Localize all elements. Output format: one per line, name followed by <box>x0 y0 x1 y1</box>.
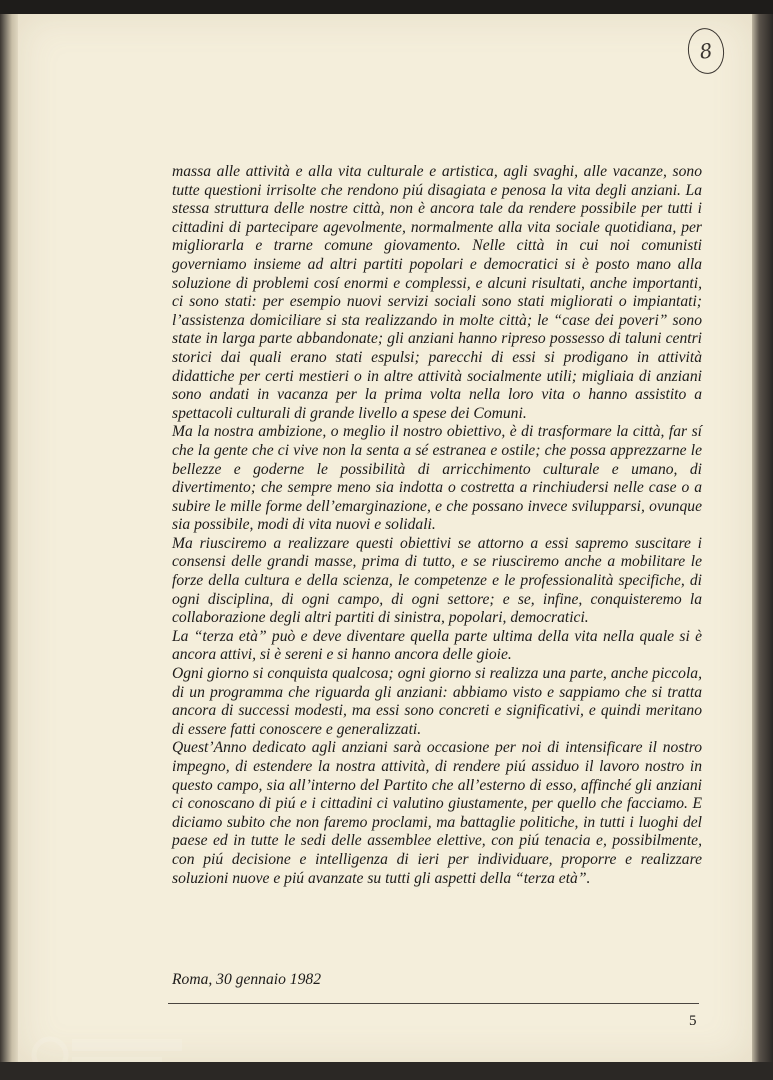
scanner-right-edge <box>750 14 773 1080</box>
paragraph: Quest’Anno dedicato agli anziani sarà occasione per noi di intensificare il nostro impegno, di estendere la nostra attività, di rendere piú assiduo il lavoro nostro in questo campo, sia all’interno del Partito che all’esterno di esso, affinché gli anziani ci conoscano di piú e i cittadini ci valutino giustamente, per quello che facciamo. E diciamo subito che non faremo proclami, ma battaglie politiche, in tutti i luoghi del paese ed in tutte le sedi delle assemblee elettive, con piú tenacia e, possibilmente, con piú decisione e intelligenza di ieri per individuare, proporre e realizzare soluzioni nuove e piú avanzate su tutti gli aspetti della “terza età”. <box>172 739 702 887</box>
scanner-left-edge <box>0 14 20 1080</box>
body-text <box>172 163 702 888</box>
paragraph: La “terza età” può e deve diventare quella parte ultima della vita nella quale si è ancora attivi, si è sereni e si hanno ancora delle gioie. <box>172 627 702 664</box>
scanner-top-edge <box>0 0 773 14</box>
footer-rule <box>168 1003 699 1004</box>
paragraph: massa alle attività e alla vita culturale e artistica, agli svaghi, alle vacanze, sono tutte questioni irrisolte che rendono piú disagiata e penosa la vita degli anziani. La stessa struttura delle nostre città, non è ancora tale da rendere possibile per tutti i cittadini di partecipare agevolmente, normalmente alla vita sociale quotidiana, per migliorarla e trarne comune giovamento. Nelle città in cui noi comunisti governiamo insieme ad altri partiti popolari e democratici si è posto mano alla soluzione di problemi cosí enormi e complessi, e alcuni risultati, anche importanti, ci sono stati: per esempio nuovi servizi sociali sono stati migliorati o impiantati; l’assistenza domiciliare si sta realizzando in molte città; le “case dei poveri” sono state in larga parte abbandonate; gli anziani hanno ripreso possesso di taluni centri storici dai quali erano stati espulsi; parecchi di essi si prodigano in attività didattiche per certi mestieri o in altre attività socialmente utili; migliaia di anziani sono andati in vacanza per la prima volta nella loro vita o hanno assistito a spettacoli culturali di grande livello a spese dei Comuni. <box>172 163 702 422</box>
paragraph: Ogni giorno si conquista qualcosa; ogni giorno si realizza una parte, anche piccola, di un programma che riguarda gli anziani: abbiamo visto e sappiamo che si tratta ancora di successi modesti, ma essi sono concreti e significativi, e quindi meritano di essere fatti conoscere e generalizzati. <box>172 665 702 738</box>
page-number: 5 <box>689 1013 697 1029</box>
scanner-bottom-edge <box>0 1062 773 1080</box>
paragraph: Ma riusciremo a realizzare questi obiettivi se attorno a essi sapremo suscitare i consensi delle grandi masse, prima di tutto, e se riusciremo anche a mobilitare le forze della cultura e della scienza, le competenze e le professionalità specifiche, di ogni disciplina, di ogni campo, di ogni settore; e se, infine, conquisteremo la collaborazione degli altri partiti di sinistra, popolari, democratici. <box>172 534 702 627</box>
handwritten-page-mark: 8 <box>685 26 727 77</box>
paragraph: Ma la nostra ambizione, o meglio il nostro obiettivo, è di trasformare la città, far sí che la gente che ci vive non la senta a sé estranea e ostile; che possa apprezzarne le bellezze e goderne le possibilità di arricchimento culturale e umano, di divertimento; che sempre meno sia indotta o costretta a rinchiudersi nelle case o a subire le mille forme dell’emarginazione, e che possano invece svilupparsi, ovunque sia possibile, modi di vita nuovi e solidali. <box>172 423 702 534</box>
signoff-date: Roma, 30 gennaio 1982 <box>172 971 321 988</box>
